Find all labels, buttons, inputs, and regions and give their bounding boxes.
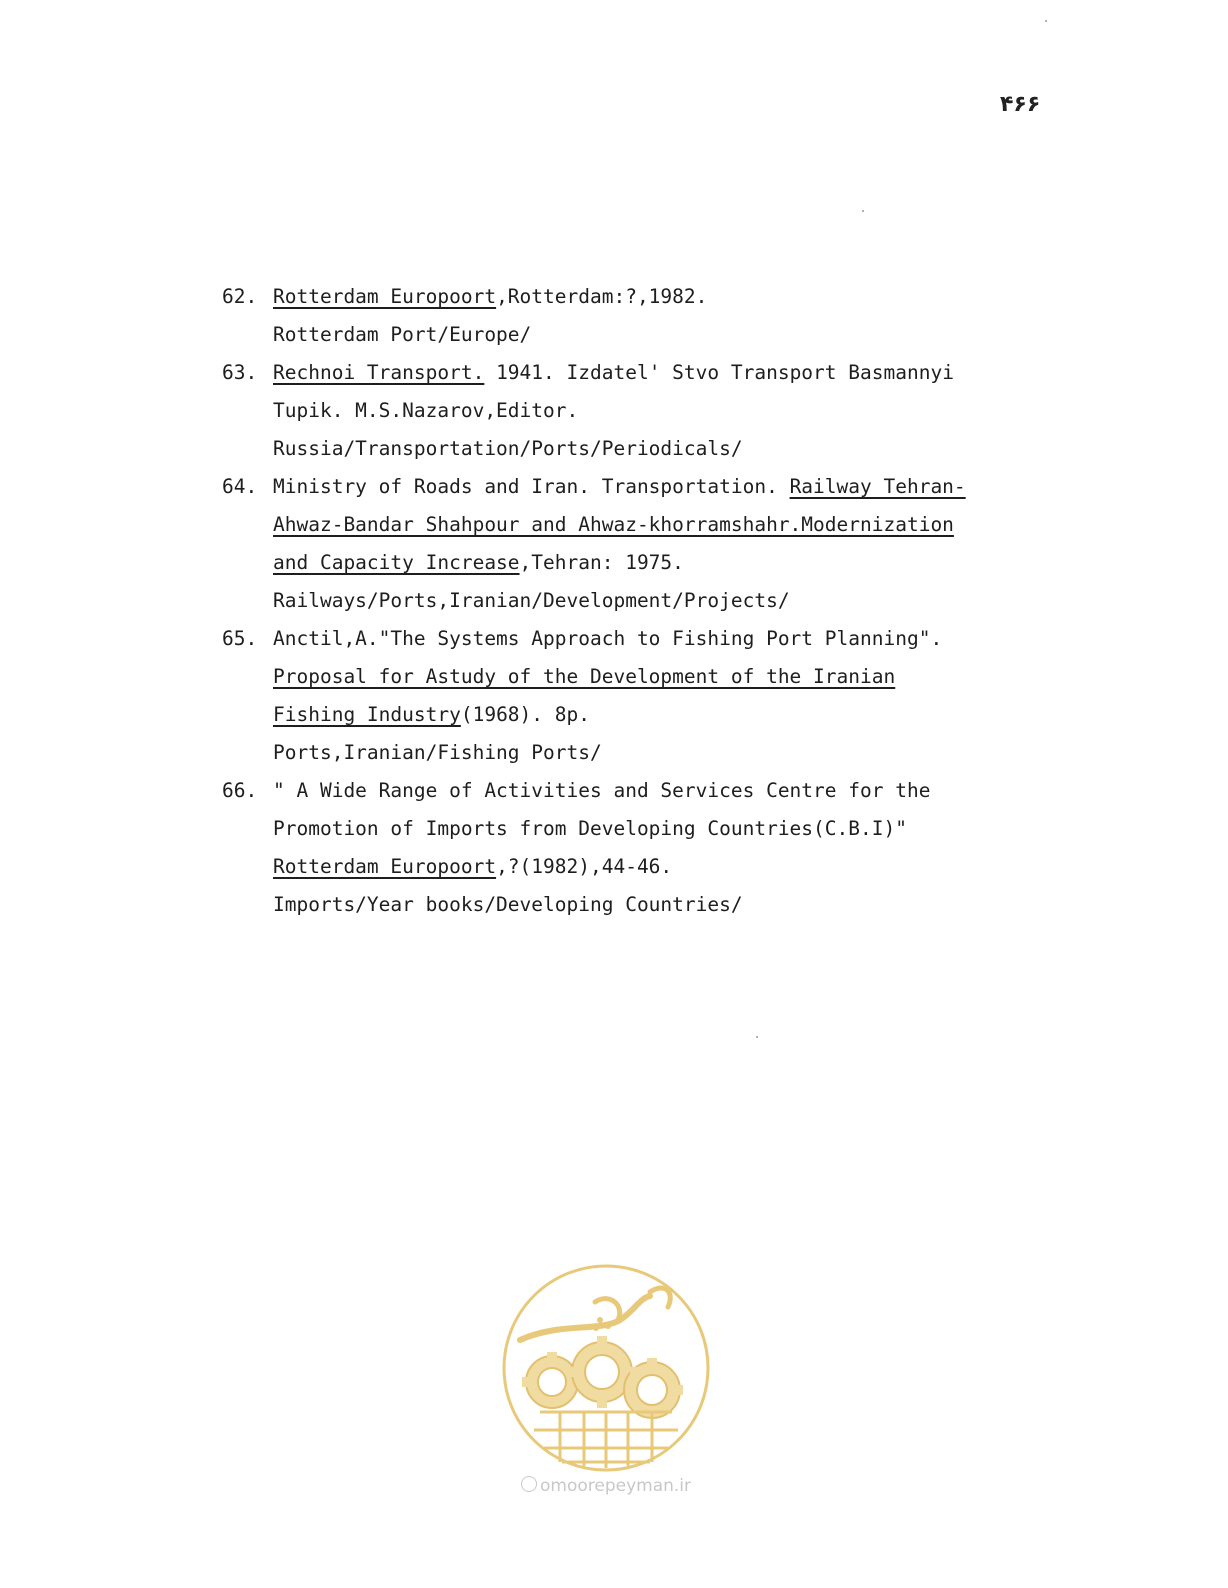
reference-entry — [222, 622, 1082, 774]
watermark-site — [500, 1476, 712, 1496]
reference-title-underlined: Rotterdam Europoort — [273, 285, 497, 308]
reference-line — [222, 508, 1082, 546]
reference-text: Anctil,A."The Systems Approach to Fishing Port Planning". — [273, 627, 943, 650]
reference-line — [222, 888, 1082, 926]
watermark-site-text: omoorepeyman.ir — [539, 1476, 692, 1496]
reference-text: Ministry of Roads and Iran. Transportation. — [273, 475, 790, 498]
reference-text: Railways/Ports,Iranian/Development/Projects/ — [273, 589, 790, 612]
reference-line — [222, 736, 1082, 774]
reference-line — [222, 318, 1082, 356]
reference-title-underlined: Ahwaz-Bandar Shahpour and Ahwaz-khorramshahr.Modernization — [273, 513, 954, 536]
reference-title-underlined: Fishing Industry — [273, 703, 461, 726]
reference-text: " A Wide Range of Activities and Services Centre for the — [273, 779, 931, 802]
reference-line — [222, 280, 1082, 318]
reference-text: ,Rotterdam:?,1982. — [496, 285, 708, 308]
reference-entry — [222, 280, 1082, 356]
reference-title-underlined: and Capacity Increase — [273, 551, 520, 574]
reference-line — [222, 774, 1082, 812]
reference-line — [222, 850, 1082, 888]
scan-speck — [862, 210, 864, 212]
reference-text: Rotterdam Port/Europe/ — [273, 323, 532, 346]
reference-title-underlined: Rechnoi Transport. — [273, 361, 485, 384]
reference-number: 64. — [222, 475, 258, 498]
reference-line — [222, 660, 1082, 698]
reference-number: 66. — [222, 779, 258, 802]
reference-line — [222, 394, 1082, 432]
reference-text: (1968). 8p. — [460, 703, 590, 726]
reference-list — [222, 280, 1082, 926]
reference-line — [222, 584, 1082, 622]
reference-text: ,Tehran: 1975. — [519, 551, 684, 574]
reference-line — [222, 622, 1082, 660]
omoorepeyman-logo — [500, 1262, 712, 1474]
reference-title-underlined: Rotterdam Europoort — [273, 855, 497, 878]
reference-entry — [222, 470, 1082, 622]
scan-speck — [756, 1036, 758, 1038]
reference-number: 63. — [222, 361, 258, 384]
reference-line — [222, 470, 1082, 508]
reference-number: 65. — [222, 627, 258, 650]
reference-text: ,?(1982),44-46. — [496, 855, 673, 878]
reference-entry — [222, 356, 1082, 470]
reference-line — [222, 432, 1082, 470]
reference-text: Promotion of Imports from Developing Countries(C.B.I)" — [273, 817, 907, 840]
reference-entry — [222, 774, 1082, 926]
reference-line — [222, 698, 1082, 736]
reference-line — [222, 812, 1082, 850]
reference-text: Imports/Year books/Developing Countries/ — [273, 893, 743, 916]
reference-text: 1941. Izdatel' Stvo Transport Basmannyi — [484, 361, 954, 384]
globe-icon — [521, 1476, 537, 1492]
reference-line — [222, 356, 1082, 394]
reference-line — [222, 546, 1082, 584]
reference-number: 62. — [222, 285, 258, 308]
reference-text: Ports,Iranian/Fishing Ports/ — [273, 741, 602, 764]
reference-title-underlined: Railway Tehran- — [789, 475, 966, 498]
scan-speck — [1045, 20, 1047, 22]
reference-title-underlined: Proposal for Astudy of the Development of the Iranian — [273, 665, 896, 688]
reference-text: Tupik. M.S.Nazarov,Editor. — [273, 399, 579, 422]
reference-text: Russia/Transportation/Ports/Periodicals/ — [273, 437, 743, 460]
page-number: ۴۶۶ — [1000, 92, 1041, 117]
